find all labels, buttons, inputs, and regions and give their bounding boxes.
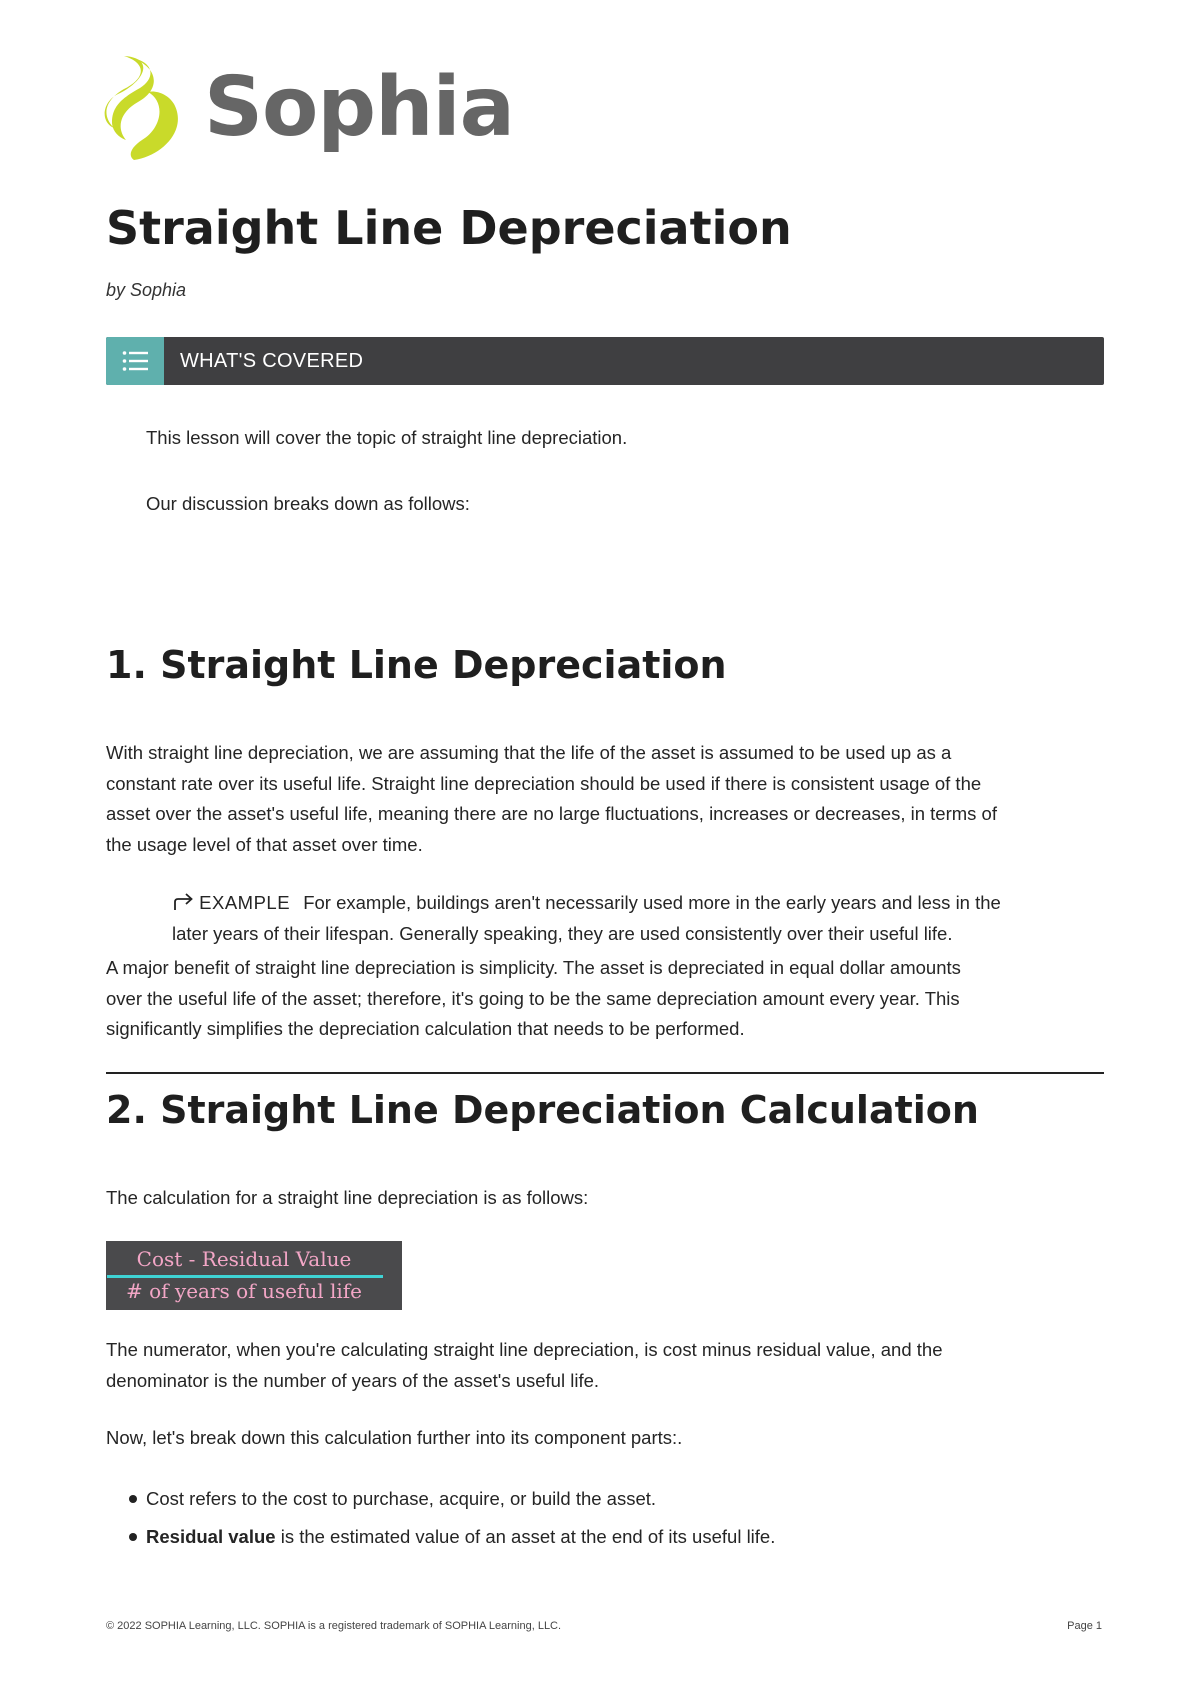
section-1-heading: 1. Straight Line Depreciation [106,643,727,687]
text-line: denominator is the number of years of the asset's useful life. [106,1369,600,1391]
covered-intro: This lesson will cover the topic of straight line depreciation. [146,427,628,448]
depreciation-formula-image [106,1241,402,1310]
arrow-turn-right-icon [172,893,194,911]
byline: by Sophia [106,280,187,300]
text-line: significantly simplifies the depreciation calculation that needs to be performed. [106,1018,745,1039]
example-tag: EXAMPLE [199,892,291,913]
example-text-line: later years of their lifespan. Generally speaking, they are used consistently over their useful life. [172,922,953,944]
section-1-paragraph-1 [106,738,997,860]
text-line: asset over the asset's useful life, meaning there are no large fluctuations, increases or decreases, in terms of [106,803,997,824]
section-divider [106,1072,1104,1074]
text-line: With straight line depreciation, we are assuming that the life of the asset is assumed to be used up as a [106,742,952,763]
example-text-line: For example, buildings aren't necessarily used more in the early years and less in the [303,892,1001,913]
whats-covered-icon-box [106,337,164,385]
section-2-breakdown: Now, let's break down this calculation further into its component parts:. [106,1427,683,1448]
sophia-logo-wordmark: Sophia [204,60,514,155]
section-2-heading: 2. Straight Line Depreciation Calculation [106,1088,979,1132]
text-line: The numerator, when you're calculating straight line depreciation, is cost minus residual value, and the [106,1339,943,1360]
covered-breakdown: Our discussion breaks down as follows: [146,493,470,514]
text-line: the usage level of that asset over time. [106,833,423,855]
section-2-intro: The calculation for a straight line depreciation is as follows: [106,1187,589,1208]
example-callout [172,888,1001,949]
formula-denominator: # of years of useful life [125,1279,362,1303]
footer-copyright: © 2022 SOPHIA Learning, LLC. SOPHIA is a registered trademark of SOPHIA Learning, LLC. [106,1620,562,1632]
whats-covered-label: WHAT'S COVERED [180,349,364,372]
formula-fraction-line [107,1275,383,1278]
list-icon [122,350,148,372]
list-item [146,1480,775,1518]
text-line: over the useful life of the asset; therefore, it's going to be the same depreciation amount every year. This [106,987,960,1009]
section-1-paragraph-2 [106,953,961,1045]
text-line: constant rate over its useful life. Straight line depreciation should be used if there is consistent usage of the [106,772,982,794]
document-title: Straight Line Depreciation [106,201,792,255]
list-item-text: is the estimated value of an asset at the end of its useful life. [275,1526,776,1547]
list-item-term: Residual value [146,1526,276,1547]
component-list [146,1480,775,1556]
list-item-text: Cost refers to the cost to purchase, acquire, or build the asset. [146,1488,657,1509]
sophia-logo [104,56,514,160]
list-item [146,1518,775,1556]
sophia-logo-mark-icon [104,56,180,160]
formula-numerator: Cost - Residual Value [136,1247,352,1271]
whats-covered-banner [106,337,1104,385]
section-2-explanation [106,1335,943,1396]
footer-page-number: Page 1 [1067,1620,1102,1632]
text-line: A major benefit of straight line depreciation is simplicity. The asset is depreciated in equal dollar amounts [106,957,961,978]
